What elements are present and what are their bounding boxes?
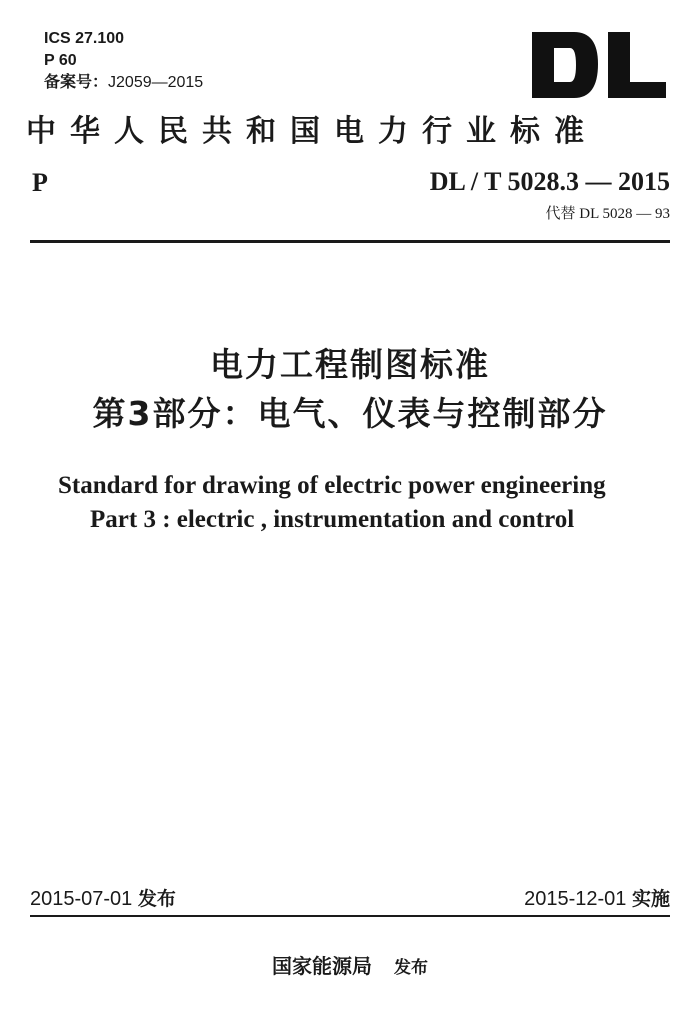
- publisher-issue-word: 发布: [394, 958, 428, 978]
- issued-date-line: [30, 886, 176, 912]
- title-english-line2: Part 3 : electric , instrumentation and control: [90, 506, 575, 533]
- filing-label: 备案号：: [44, 74, 109, 91]
- effective-date: 2015-12-01: [524, 888, 627, 910]
- dl-logo: [530, 24, 670, 106]
- class-code: P 60: [44, 52, 77, 69]
- footer-divider: [30, 915, 670, 917]
- filing-number-line: [44, 72, 203, 94]
- classification-codes: [44, 28, 203, 94]
- publisher-line: [0, 952, 700, 982]
- issued-date: 2015-07-01: [30, 888, 133, 910]
- replaces-standard: 代替 DL 5028 — 93: [545, 206, 670, 222]
- publisher-name: 国家能源局: [272, 954, 372, 978]
- title-chinese-line2: 第3部分：电气、仪表与控制部分: [92, 394, 608, 433]
- title-english-line1: Standard for drawing of electric power engineering: [58, 472, 606, 499]
- issued-word: 发布: [137, 888, 176, 910]
- effective-date-line: [524, 886, 670, 912]
- category-letter: P: [32, 168, 48, 197]
- title-chinese-line1: 电力工程制图标准: [210, 345, 490, 384]
- ics-code: ICS 27.100: [44, 30, 125, 47]
- filing-number: J2059—2015: [108, 74, 204, 91]
- standard-number: DL / T 5028.3 — 2015: [429, 167, 670, 196]
- effective-word: 实施: [631, 888, 670, 910]
- header-divider: [30, 240, 670, 243]
- industry-standard-heading: 中华人民共和国电力行业标准: [26, 114, 598, 149]
